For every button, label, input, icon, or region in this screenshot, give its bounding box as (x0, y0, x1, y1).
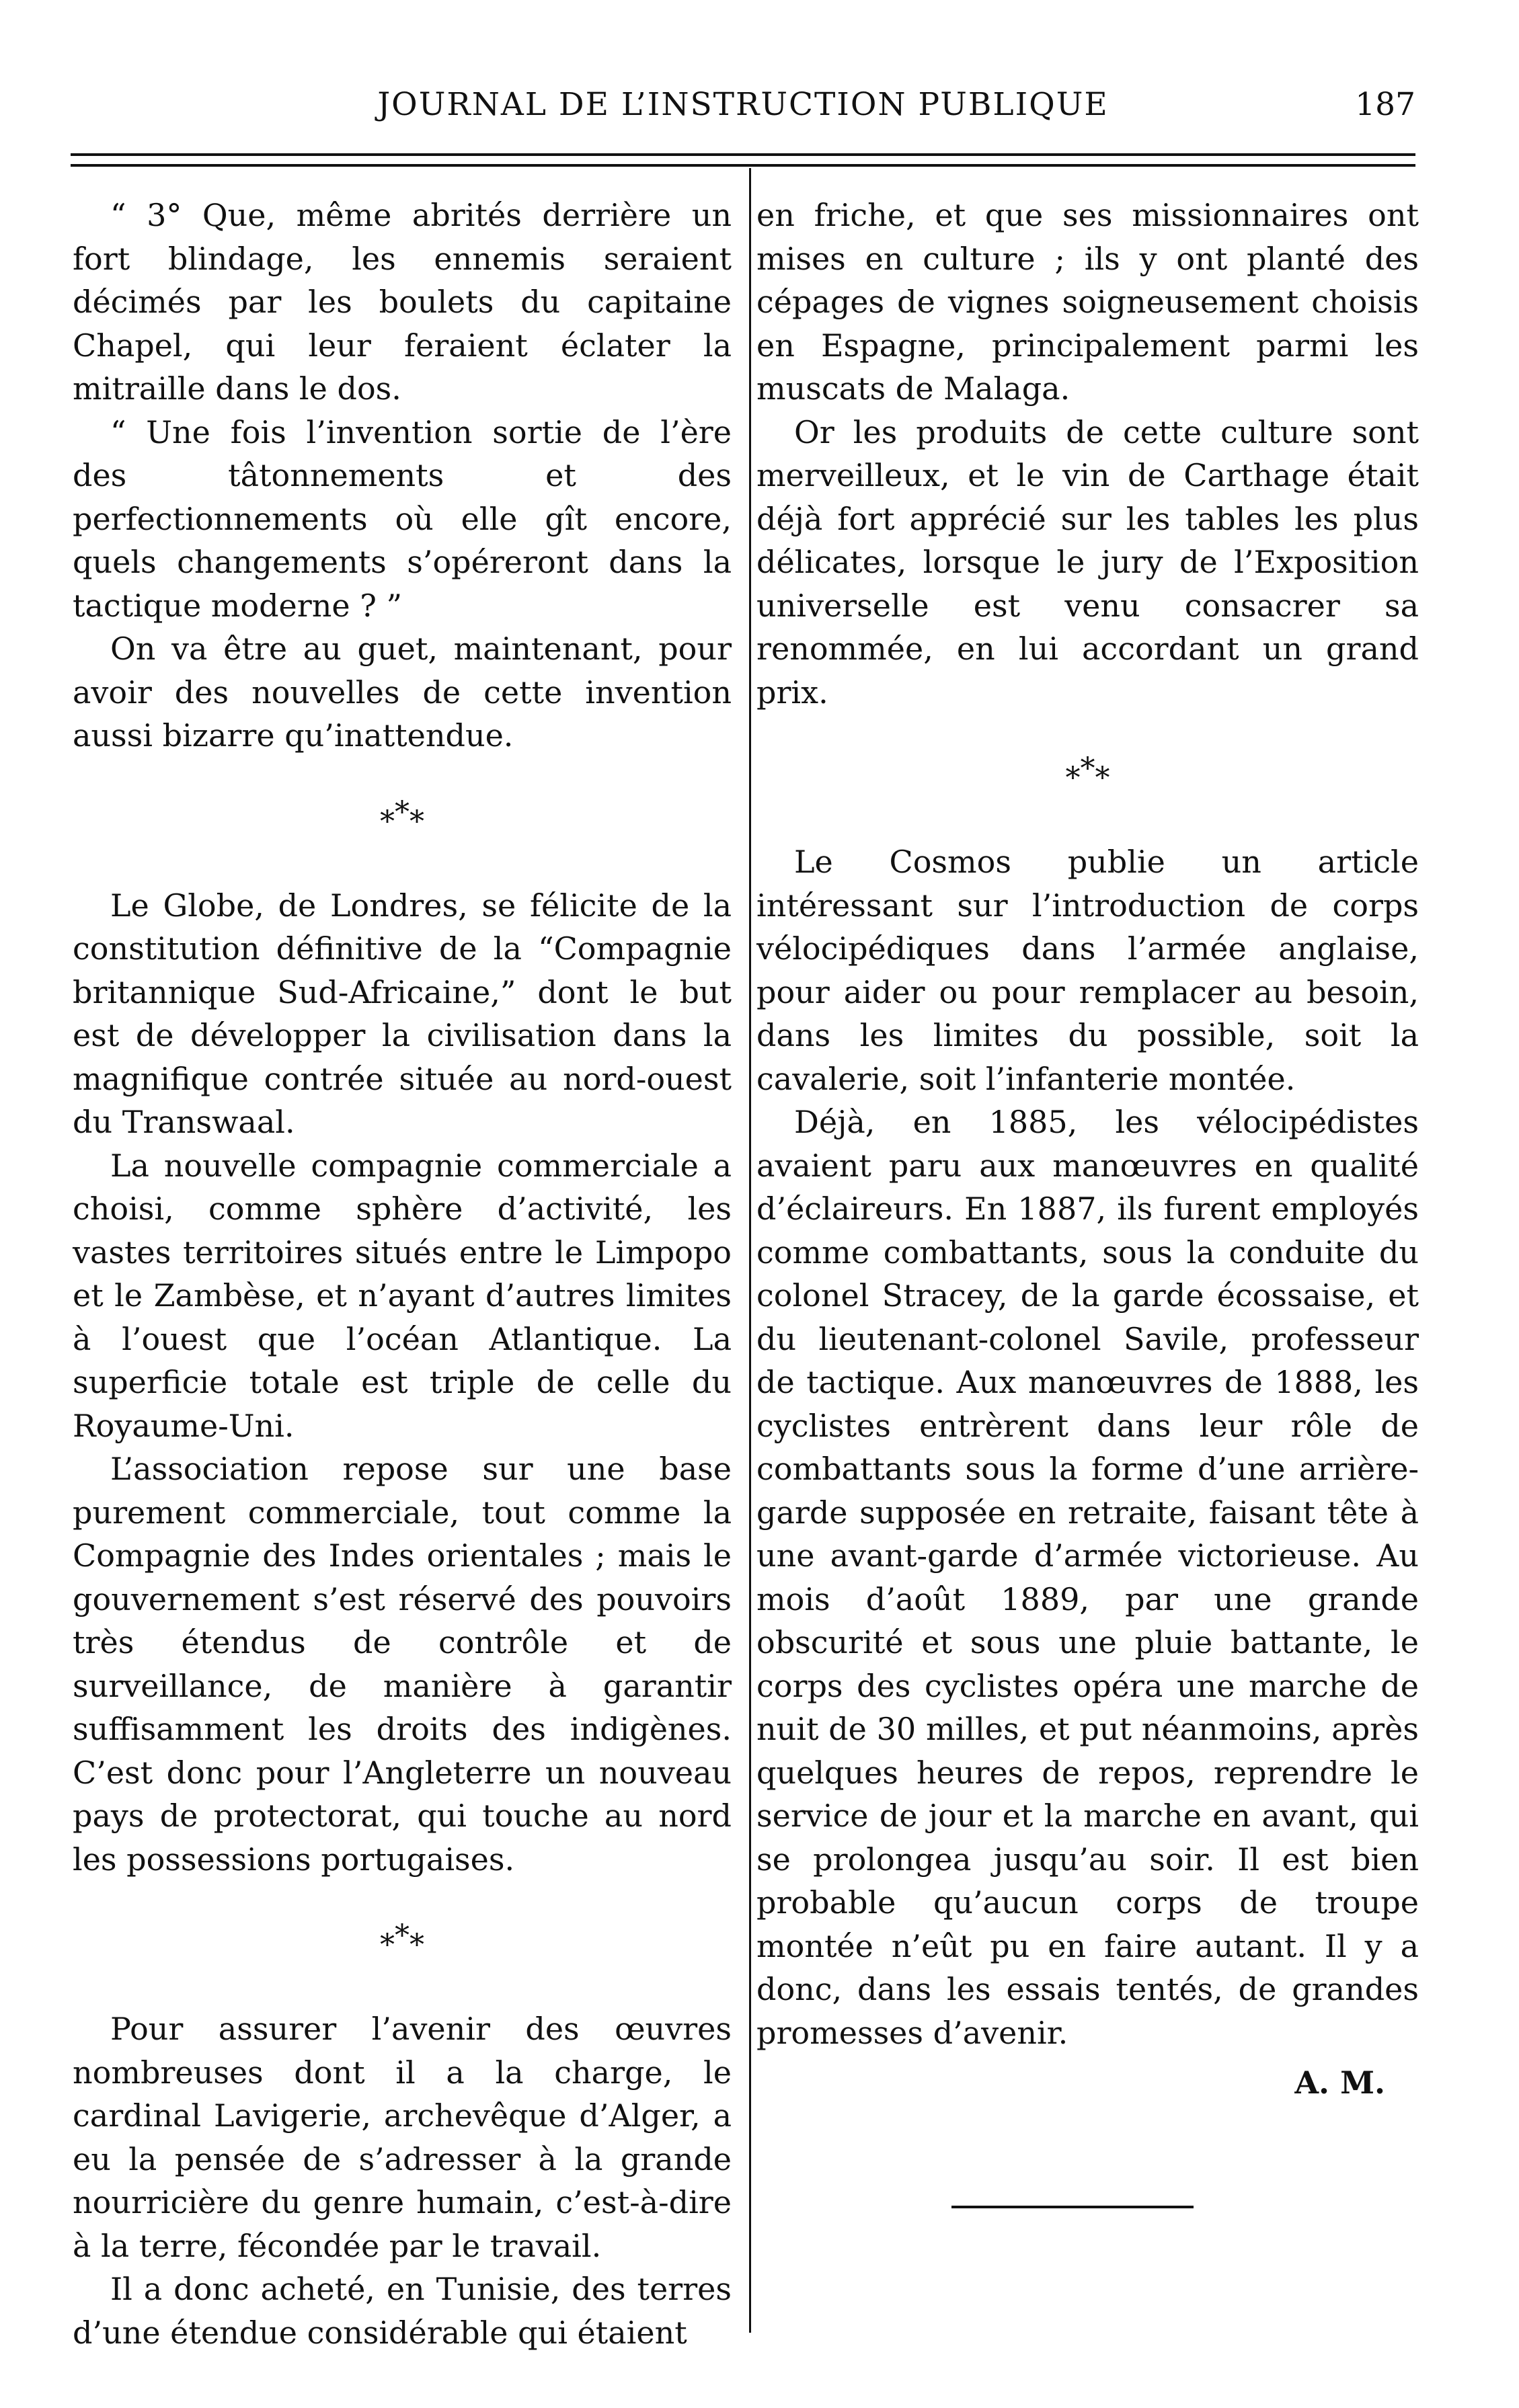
section-ornament: *** (1065, 752, 1110, 795)
paragraph: Or les produits de cette culture sont merveilleux, et le vin de Carthage était déjà fort apprécié sur les tables les plus délicates, lorsque le jury de l’Exposition universelle est venu consacrer sa renommée, en lui accordant un grand prix. (756, 413, 1419, 711)
end-rule (951, 2206, 1194, 2208)
paragraph: Pour assurer l’avenir des œuvres nombreuses dont il a la charge, le cardinal Lavigerie, archevêque d’Alger, a eu la pensée de s’adresser à la grande nourricière du genre humain, c’est-à-dire à la terre, fécondée par le travail. (73, 2011, 732, 2264)
header-rule-bottom (71, 164, 1415, 167)
left-column (73, 194, 732, 2354)
paragraph: On va être au guet, maintenant, pour avoir des nouvelles de cette invention aussi bizarre qu’inattendue. (73, 631, 732, 754)
paragraph: Le Globe, de Londres, se félicite de la constitution définitive de la “Compagnie britannique Sud-Africaine,” dont le but est de développer la civilisation dans la magnifique contrée située au nord-ouest du Transwaal. (73, 887, 732, 1140)
page-header (71, 86, 1415, 133)
paragraph: “ Une fois l’invention sortie de l’ère des tâtonnements et des perfectionnements où elle gît encore, quels changements s’opéreront dans la tactique moderne ? ” (73, 413, 732, 624)
section-ornament: *** (380, 1919, 424, 1962)
right-column (756, 194, 1419, 2208)
running-head: JOURNAL DE L’INSTRUCTION PUBLIQUE (377, 86, 1109, 123)
author-signature: A. M. (1294, 2064, 1385, 2101)
paragraph: Déjà, en 1885, les vélocipédistes avaient paru aux manœuvres en qualité d’éclaireurs. En 1887, ils furent employés comme combattants, sous la conduite du colonel Stracey, de la garde écossaise, et du lieutenant-colonel Savile, professeur de tactique. Aux manœuvres de 1888, les cyclistes entrèrent dans leur rôle de combattants sous la forme d’une arrière-garde supposée en retraite, faisant tête à une avant-garde d’armée victorieuse. Au mois d’août 1889, par une grande obscurité et sous une pluie battante, le corps des cyclistes opéra une marche de nuit de 30 milles, et put néanmoins, après quelques heures de repos, reprendre le service de jour et la marche en avant, qui se prolongea jusqu’au soir. Il est bien probable qu’aucun corps de troupe montée n’eût pu en faire autant. Il y a donc, dans les essais tentés, de grandes promesses d’avenir. (756, 1104, 1419, 2051)
paragraph: “ 3° Que, même abrités derrière un fort blindage, les ennemis seraient décimés par les boulets du capitaine Chapel, qui leur feraient éclater la mitraille dans le dos. (73, 197, 732, 407)
section-ornament: *** (380, 795, 424, 839)
paragraph: La nouvelle compagnie commerciale a choisi, comme sphère d’activité, les vastes territoires situés entre le Limpopo et le Zambèse, et n’ayant d’autres limites à l’ouest que l’océan Atlantique. La superficie totale est triple de celle du Royaume-Uni. (73, 1147, 732, 1444)
paragraph: Le Cosmos publie un article intéressant sur l’introduction de corps vélocipédiques dans l’armée anglaise, pour aider ou pour remplacer au besoin, dans les limites du possible, soit la cavalerie, soit l’infanterie montée. (756, 844, 1419, 1097)
column-divider (749, 168, 751, 2333)
paragraph: Il a donc acheté, en Tunisie, des terres d’une étendue considérable qui étaient (73, 2271, 732, 2351)
page-number: 187 (1355, 86, 1415, 123)
paragraph: en friche, et que ses missionnaires ont mises en culture ; ils y ont planté des cépages de vignes soigneusement choisis en Espagne, principalement parmi les muscats de Malaga. (756, 197, 1419, 407)
header-rule-top (71, 153, 1415, 156)
paragraph: L’association repose sur une base purement commerciale, tout comme la Compagnie des Indes orientales ; mais le gouvernement s’est réservé des pouvoirs très étendus de contrôle et de surveillance, de manière à garantir suffisamment les droits des indigènes. C’est donc pour l’Angleterre un nouveau pays de protectorat, qui touche au nord les possessions portugaises. (73, 1451, 732, 1878)
